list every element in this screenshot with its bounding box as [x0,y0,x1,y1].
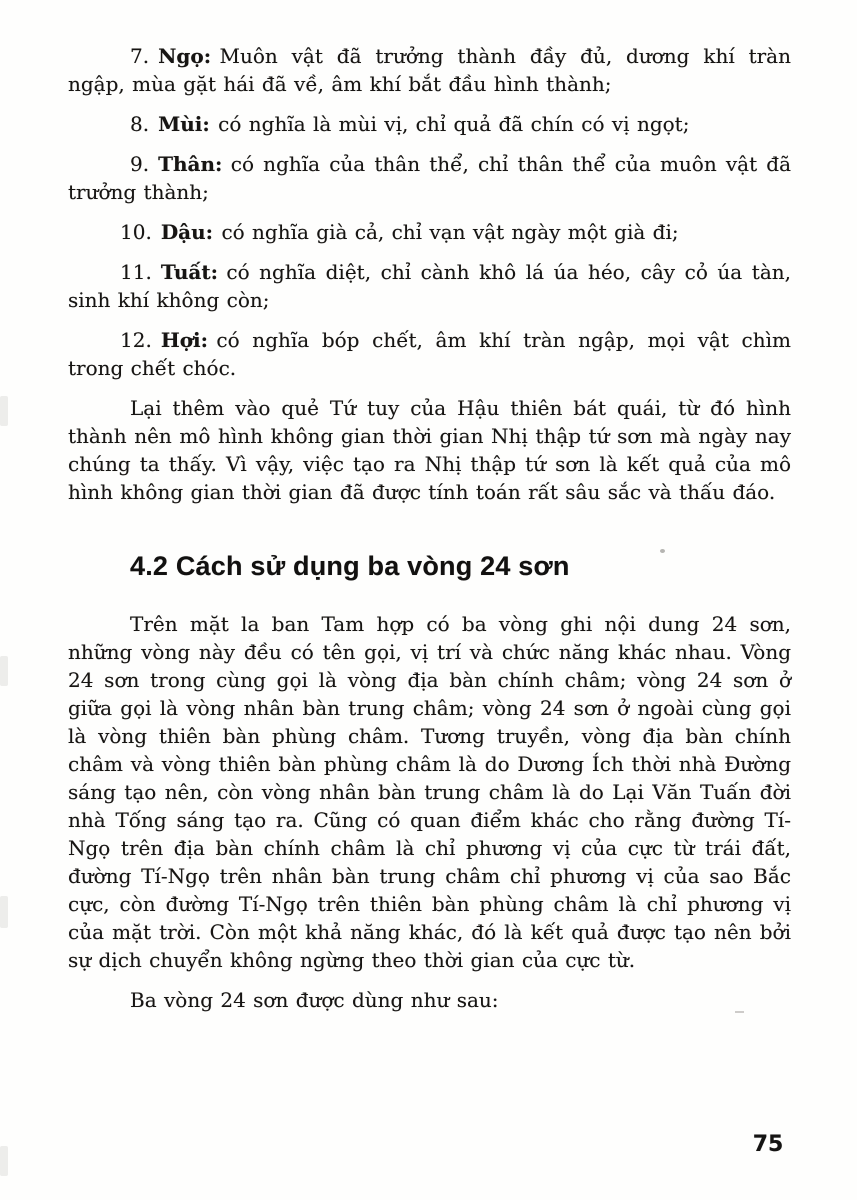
item-term: Thân: [158,152,223,176]
item-number: 11. [120,260,152,284]
item-term: Ngọ: [158,44,212,68]
scan-artifact [0,1146,8,1176]
page-content [68,42,791,1026]
page-number: 75 [752,1132,784,1157]
paragraph: Ba vòng 24 sơn được dùng như sau: [130,988,499,1012]
list-item [68,42,791,98]
item-number: 10. [120,220,152,244]
scan-artifact [0,396,8,426]
item-text: có nghĩa già cả, chỉ vạn vật ngày một già đi; [221,220,679,244]
list-item [68,326,791,382]
item-number: 9. [130,152,150,176]
list-item [68,110,791,138]
item-term: Hợi: [160,328,209,352]
paragraph: Lại thêm vào quẻ Tứ tuy của Hậu thiên bát quái, từ đó hình thành nên mô hình không gian thời gian Nhị thập tứ sơn mà ngày nay chúng ta thấy. Vì vậy, việc tạo ra Nhị thập tứ sơn là kết quả của mô hình không gian thời gian đã được tính toán rất sâu sắc và thấu đáo. [68,396,791,504]
paragraph: Trên mặt la ban Tam hợp có ba vòng ghi nội dung 24 sơn, những vòng này đều có tên gọi, vị trí và chức năng khác nhau. Vòng 24 sơn trong cùng gọi là vòng địa bàn chính châm; vòng 24 sơn ở giữa gọi là vòng nhân bàn trung châm; vòng 24 sơn ở ngoài cùng gọi là vòng thiên bàn phùng châm. Tương truyền, vòng địa bàn chính châm và vòng thiên bàn phùng châm là do Dương Ích thời nhà Đường sáng tạo nên, còn vòng nhân bàn trung châm là do Lại Văn Tuấn đời nhà Tống sáng tạo ra. Cũng có quan điểm khác cho rằng đường Tí-Ngọ trên địa bàn chính châm là chỉ phương vị của cực từ trái đất, đường Tí-Ngọ trên nhân bàn trung châm chỉ phương vị của sao Bắc cực, còn đường Tí-Ngọ trên thiên bàn phùng châm là chỉ phương vị của mặt trời. Còn một khả năng khác, đó là kết quả được tạo nên bởi sự dịch chuyển không ngừng theo thời gian của cực từ. [68,612,791,972]
scan-artifact [0,656,8,686]
item-text: Muôn vật đã trưởng thành đầy đủ, dương khí tràn ngập, mùa gặt hái đã về, âm khí bắt đầu hình thành; [68,44,791,96]
item-number: 8. [130,112,150,136]
scan-artifact [735,1011,744,1013]
item-term: Dậu: [160,220,214,244]
item-term: Tuất: [160,260,218,284]
list-item [68,218,791,246]
item-text: có nghĩa của thân thể, chỉ thân thể của muôn vật đã trưởng thành; [68,152,791,204]
item-term: Mùi: [158,112,210,136]
item-text: có nghĩa bóp chết, âm khí tràn ngập, mọi vật chìm trong chết chóc. [68,328,791,380]
list-item [68,258,791,314]
section-heading: 4.2 Cách sử dụng ba vòng 24 sơn [130,551,570,581]
item-text: có nghĩa diệt, chỉ cành khô lá úa héo, cây cỏ úa tàn, sinh khí không còn; [68,260,791,312]
scan-artifact [0,896,8,928]
scan-artifact [660,549,665,553]
item-number: 12. [120,328,152,352]
list-item [68,150,791,206]
item-text: có nghĩa là mùi vị, chỉ quả đã chín có vị ngọt; [218,112,690,136]
item-number: 7. [130,44,150,68]
